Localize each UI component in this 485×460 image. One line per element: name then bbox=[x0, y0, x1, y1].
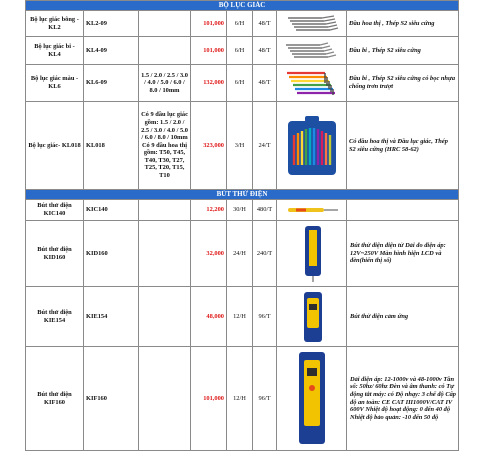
price-sheet bbox=[25, 0, 458, 451]
table-row bbox=[26, 102, 459, 190]
hex-key-set-star-icon bbox=[282, 14, 342, 34]
induction-voltage-tester-icon bbox=[297, 290, 327, 344]
section-title: BỘ LỤC GIÁC bbox=[26, 1, 459, 11]
unit-per-box: 6/H bbox=[227, 11, 253, 37]
product-name: Bộ lục giác- KL018 bbox=[26, 102, 84, 190]
product-price: 12,200 bbox=[191, 200, 227, 221]
product-image bbox=[277, 37, 347, 65]
unit-per-carton: 96/T bbox=[253, 347, 277, 451]
section-header-hex-keys bbox=[26, 1, 459, 11]
unit-per-carton: 480/T bbox=[253, 200, 277, 221]
product-price: 101,000 bbox=[191, 37, 227, 65]
product-price: 32,000 bbox=[191, 221, 227, 287]
product-description: Đầu hoa thị , Thép S2 siêu cứng bbox=[347, 11, 459, 37]
product-code: KL4-09 bbox=[84, 37, 139, 65]
table-row bbox=[26, 221, 459, 287]
product-price: 48,000 bbox=[191, 287, 227, 347]
product-code: KL018 bbox=[84, 102, 139, 190]
unit-per-carton: 48/T bbox=[253, 11, 277, 37]
section-title: BÚT THỬ ĐIỆN bbox=[26, 190, 459, 200]
product-image bbox=[277, 200, 347, 221]
product-description bbox=[347, 200, 459, 221]
unit-per-carton: 48/T bbox=[253, 65, 277, 102]
product-price: 101,000 bbox=[191, 11, 227, 37]
unit-per-box: 3/H bbox=[227, 102, 253, 190]
unit-per-box: 6/H bbox=[227, 65, 253, 102]
product-image bbox=[277, 221, 347, 287]
product-code: KIF160 bbox=[84, 347, 139, 451]
product-description: Bút thử điện điện tử Dải đo điện áp: 12V~250V Màn hình hiện LCD và đèn(hiển thị số) bbox=[347, 221, 459, 287]
table-row bbox=[26, 11, 459, 37]
product-price: 323,000 bbox=[191, 102, 227, 190]
product-name: Bộ lục giác màu - KL6 bbox=[26, 65, 84, 102]
unit-per-carton: 240/T bbox=[253, 221, 277, 287]
product-spec bbox=[139, 11, 191, 37]
product-image bbox=[277, 347, 347, 451]
table-row bbox=[26, 347, 459, 451]
table-row bbox=[26, 37, 459, 65]
unit-per-box: 30/H bbox=[227, 200, 253, 221]
product-spec bbox=[139, 287, 191, 347]
unit-per-box: 6/H bbox=[227, 37, 253, 65]
digital-voltage-tester-icon bbox=[297, 224, 327, 284]
unit-per-box: 12/H bbox=[227, 287, 253, 347]
hex-key-set-color-icon bbox=[281, 67, 343, 99]
product-code: KL2-09 bbox=[84, 11, 139, 37]
product-image bbox=[277, 102, 347, 190]
unit-per-carton: 24/T bbox=[253, 102, 277, 190]
product-name: Bút thử điện KID160 bbox=[26, 221, 84, 287]
hex-key-set-ball-icon bbox=[282, 40, 342, 62]
product-name: Bút thử điện KIC140 bbox=[26, 200, 84, 221]
product-name: Bộ lục giác bi - KL4 bbox=[26, 37, 84, 65]
product-image bbox=[277, 11, 347, 37]
product-name: Bút thử điện KIF160 bbox=[26, 347, 84, 451]
product-description: Bút thử điện cảm ứng bbox=[347, 287, 459, 347]
section-header-voltage-testers bbox=[26, 190, 459, 200]
product-spec bbox=[139, 200, 191, 221]
product-description: Có đầu hoa thị và Đầu lục giác, Thép S2 siêu cứng (HRC 58-62) bbox=[347, 102, 459, 190]
product-image bbox=[277, 65, 347, 102]
product-code: KID160 bbox=[84, 221, 139, 287]
voltage-tester-screwdriver-icon bbox=[282, 205, 342, 215]
product-spec: 1.5 / 2.0 / 2.5 / 3.0 / 4.0 / 5.0 / 6.0 / 8.0 / 10mm bbox=[139, 65, 191, 102]
product-spec bbox=[139, 221, 191, 287]
product-price: 101,000 bbox=[191, 347, 227, 451]
table-row bbox=[26, 200, 459, 221]
multi-function-voltage-tester-icon bbox=[295, 350, 329, 448]
table-row bbox=[26, 287, 459, 347]
table-row bbox=[26, 65, 459, 102]
product-spec bbox=[139, 37, 191, 65]
product-spec: Có 9 đầu lục giác gồm: 1.5 / 2.0 / 2.5 / 3.0 / 4.0 / 5.0 / 6.0 / 8.0 / 10mm Có 9 đầu hoa thị gồm: T50, T45, T40, T30, T27, T25, T20, T15, T10 bbox=[139, 102, 191, 190]
product-description: Đầu bi , Thép S2 siêu cứng bbox=[347, 37, 459, 65]
product-description: Dải điện áp: 12-1000v và 48-1000v Tần số: 50hz/ 60hz Đèn và âm thanh: có Tự động tắt máy: có Độ nhạy: 3 chế độ Cấp độ an toàn: CE CAT III1000V/CAT IV 600V Nhiệt độ hoạt động: 0 đến 40 độ Nhiệt độ bảo quản: -10 đến 50 độ bbox=[347, 347, 459, 451]
product-price: 132,000 bbox=[191, 65, 227, 102]
product-name: Bộ lục giác bông - KL2 bbox=[26, 11, 84, 37]
product-name: Bút thử điện KIE154 bbox=[26, 287, 84, 347]
product-image bbox=[277, 287, 347, 347]
product-code: KIE154 bbox=[84, 287, 139, 347]
unit-per-carton: 48/T bbox=[253, 37, 277, 65]
product-description: Đầu bi , Thép S2 siêu cứng có bọc nhựa chống trơn trượt bbox=[347, 65, 459, 102]
product-table bbox=[25, 0, 459, 451]
hex-key-set-card-icon bbox=[286, 115, 338, 177]
product-spec bbox=[139, 347, 191, 451]
product-code: KIC140 bbox=[84, 200, 139, 221]
unit-per-box: 12/H bbox=[227, 347, 253, 451]
unit-per-box: 24/H bbox=[227, 221, 253, 287]
unit-per-carton: 96/T bbox=[253, 287, 277, 347]
product-code: KL6-09 bbox=[84, 65, 139, 102]
